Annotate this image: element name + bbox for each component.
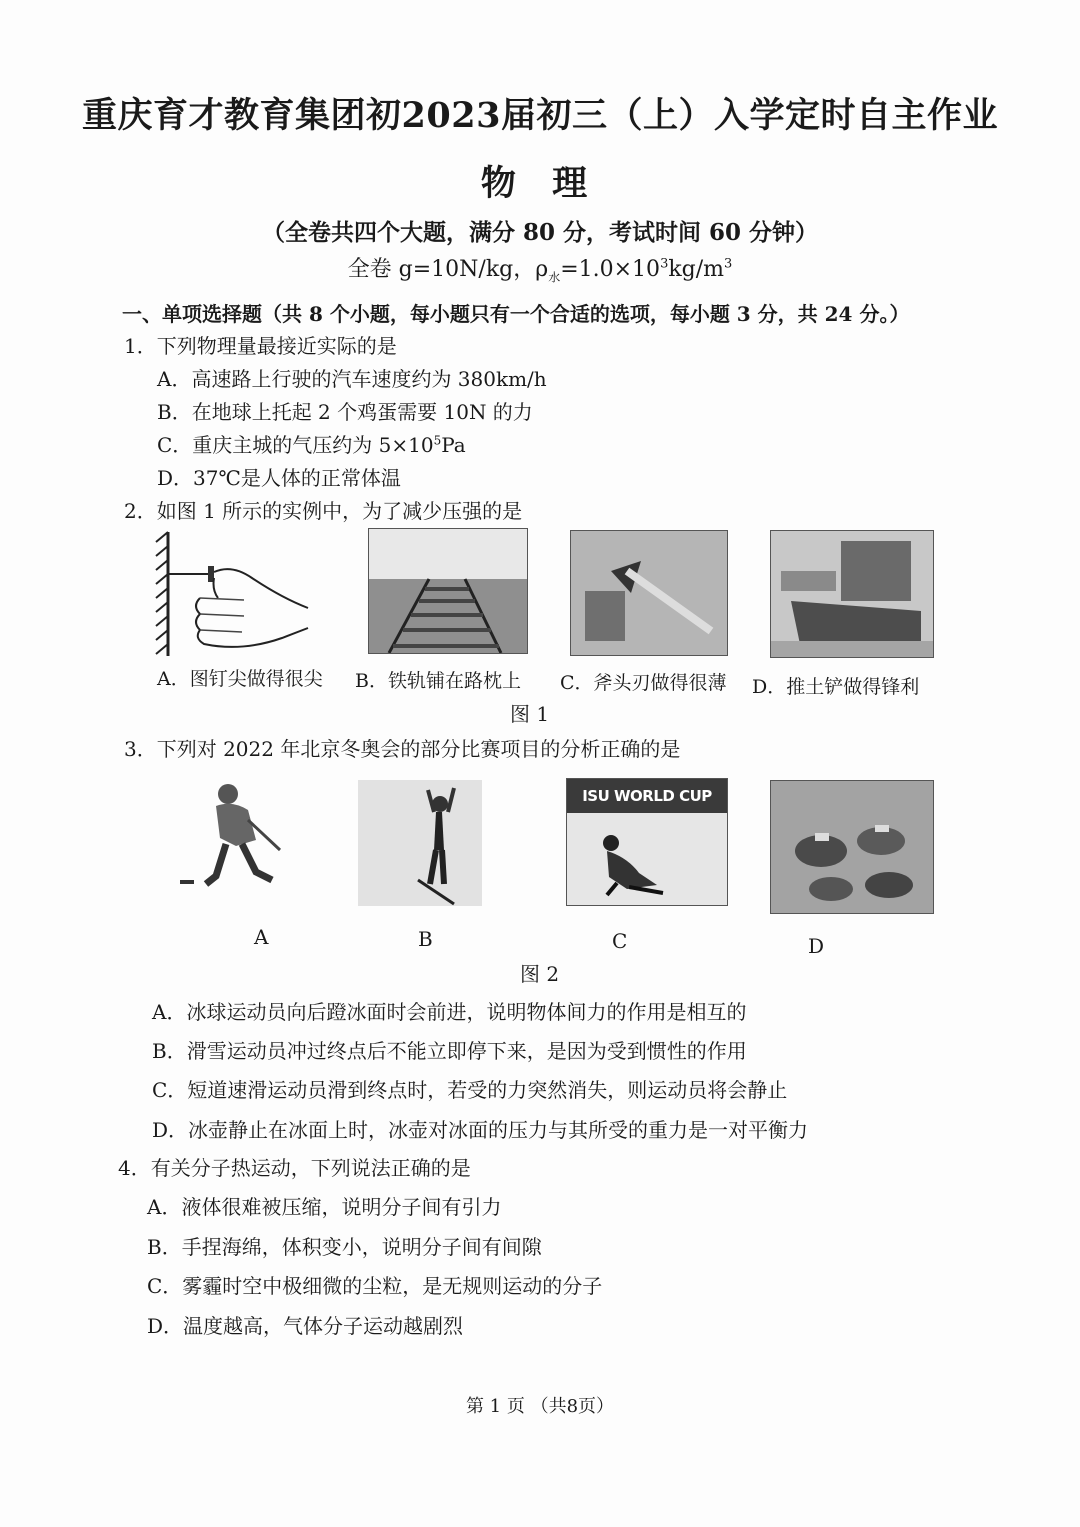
q4-option-d: D．温度越高，气体分子运动越剧烈 [147, 1314, 464, 1338]
q3-option-b: B．滑雪运动员冲过终点后不能立即停下来，是因为受到惯性的作用 [152, 1039, 747, 1063]
bulldozer-photo [770, 530, 934, 658]
q1-option-d: D．37℃是人体的正常体温 [157, 466, 401, 490]
fig1-caption-b: B．铁轨铺在路枕上 [355, 670, 521, 692]
q1-option-b: B．在地球上托起 2 个鸡蛋需要 10N 的力 [157, 400, 533, 424]
curling-stones-image [770, 780, 934, 914]
fig1-caption-d: D．推土铲做得锋利 [752, 676, 920, 698]
q4-option-b: B．手捏海绵，体积变小，说明分子间有间隙 [147, 1235, 542, 1259]
subject-title: 物 理 [480, 163, 600, 204]
page-footer: 第 1 页 （共8页） [465, 1396, 615, 1417]
q4-option-c: C．雾霾时空中极细微的尘粒，是无规则运动的分子 [147, 1274, 603, 1298]
fig1-caption-a: A．图钉尖做得很尖 [157, 668, 323, 690]
q1-stem: 1．下列物理量最接近实际的是 [124, 334, 397, 358]
q1-option-a: A．高速路上行驶的汽车速度约为 380km/h [157, 367, 547, 391]
q3-option-d: D．冰壶静止在冰面上时，冰壶对冰面的压力与其所受的重力是一对平衡力 [152, 1118, 809, 1142]
fig2-label-a: A [254, 925, 269, 949]
isu-banner: ISU WORLD CUP [567, 779, 727, 813]
axe-photo [570, 530, 728, 656]
exam-info: （全卷共四个大题，满分 80 分，考试时间 60 分钟） [261, 219, 819, 246]
q4-option-a: A．液体很难被压缩，说明分子间有引力 [147, 1195, 502, 1219]
q2-stem: 2．如图 1 所示的实例中，为了减少压强的是 [124, 499, 523, 523]
hockey-player-image [176, 780, 306, 900]
figure-1-label: 图 1 [510, 702, 550, 726]
skier-image [358, 780, 482, 906]
q1-option-c: C．重庆主城的气压约为 $5\times 10^5Pa$ [157, 433, 466, 457]
section-heading: 一、单项选择题（共 8 个小题，每小题只有一个合适的选项，每小题 3 分，共 24 分。） [122, 302, 910, 326]
constants-line: 全卷 g=10N/kg，$\rho_水=1.0\times 10^3kg/m^3$ [347, 256, 733, 285]
figure-2-label: 图 2 [520, 962, 560, 986]
railway-photo [368, 528, 528, 654]
exam-title: 重庆育才教育集团初2023届初三（上）入学定时自主作业 [82, 95, 998, 136]
speed-skater-image [566, 778, 728, 906]
q3-option-c: C．短道速滑运动员滑到终点时，若受的力突然消失，则运动员将会静止 [152, 1078, 788, 1102]
fig1-caption-c: C．斧头刃做得很薄 [560, 672, 727, 694]
fig2-label-c: C [612, 929, 628, 953]
pushpin-illustration [152, 528, 314, 658]
q3-stem: 3．下列对 2022 年北京冬奥会的部分比赛项目的分析正确的是 [124, 737, 681, 761]
fig2-label-d: D [808, 934, 825, 958]
q3-option-a: A．冰球运动员向后蹬冰面时会前进，说明物体间力的作用是相互的 [152, 1000, 747, 1024]
q4-stem: 4．有关分子热运动，下列说法正确的是 [118, 1156, 471, 1180]
fig2-label-b: B [418, 927, 433, 951]
